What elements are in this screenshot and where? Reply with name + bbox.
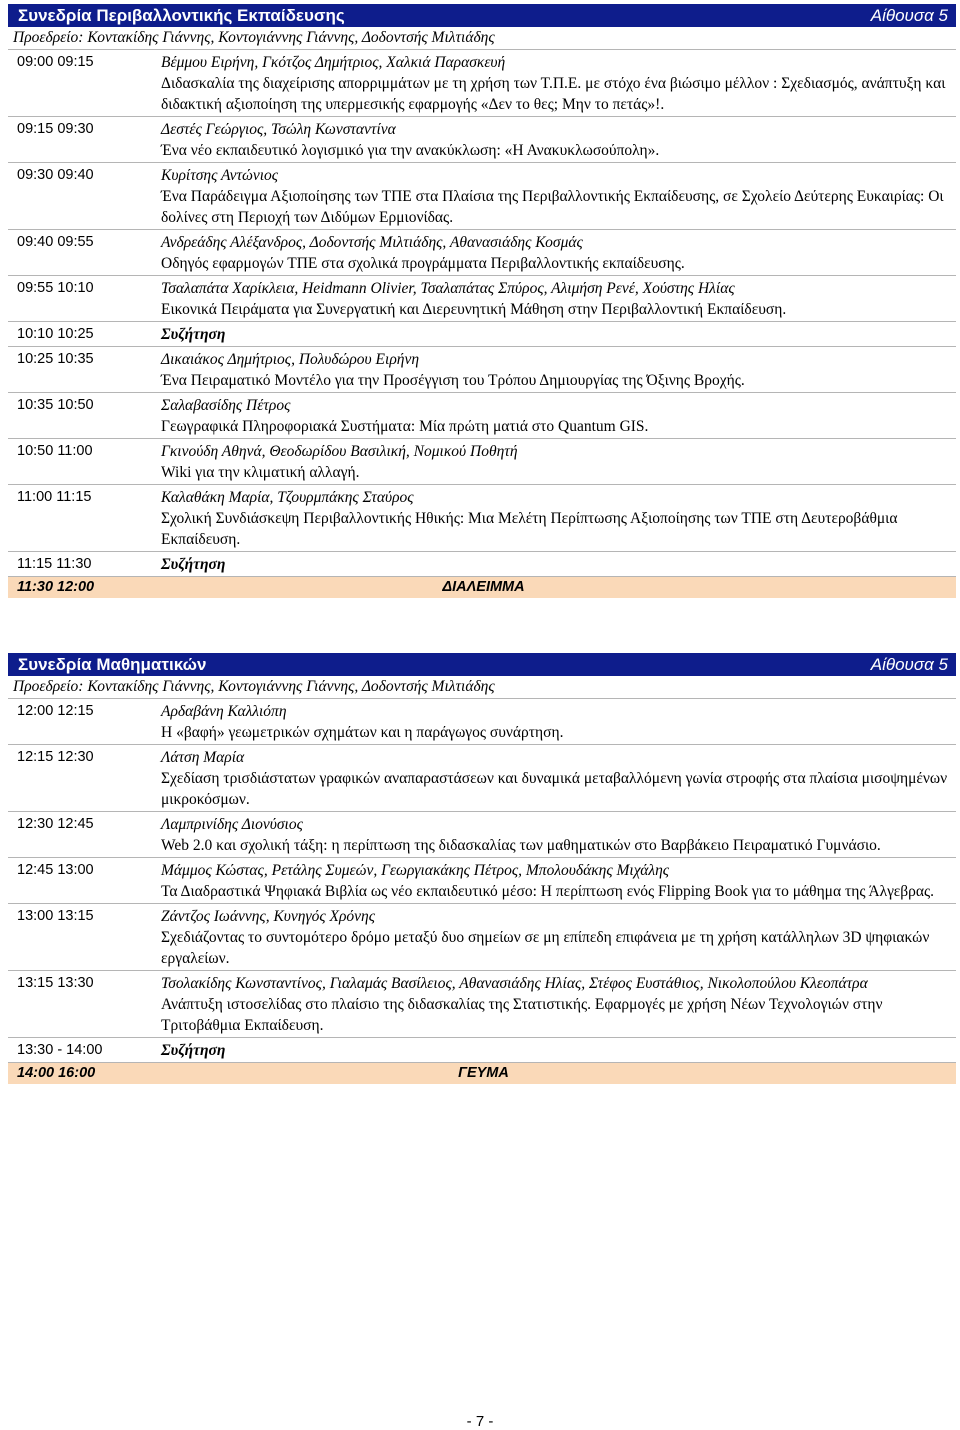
row-content bbox=[161, 487, 956, 550]
row-authors: Κυρίτσης Αντώνιος bbox=[161, 167, 279, 184]
row-time: 09:55 10:10 bbox=[17, 280, 94, 296]
schedule-row bbox=[8, 346, 956, 392]
row-title: Web 2.0 και σχολική τάξη: η περίπτωση της διδασκαλίας των μαθηματικών στο Βαρβάκειο Πειραματικό Γυμνάσιο. bbox=[161, 837, 881, 854]
row-content bbox=[161, 278, 956, 320]
row-authors: Τσολακίδης Κωνσταντίνος, Γιαλαμάς Βασίλειος, Αθανασιάδης Ηλίας, Στέφος Ευστάθιος, Νικολοπούλου Κλεοπάτρα bbox=[161, 975, 868, 992]
row-time: 10:50 11:00 bbox=[17, 443, 93, 459]
schedule-row bbox=[8, 116, 956, 162]
row-time: 13:30 - 14:00 bbox=[17, 1042, 103, 1058]
row-title: Οδηγός εφαρμογών ΤΠΕ στα σχολικά προγράμματα Περιβαλλοντικής εκπαίδευσης. bbox=[161, 255, 685, 272]
schedule-row bbox=[8, 903, 956, 970]
row-time: 13:00 13:15 bbox=[17, 908, 94, 924]
row-title: Σχεδίαση τρισδιάστατων γραφικών αναπαραστάσεων και δυναμικά μεταβαλλόμενη γωνία στροφής στα πλαίσια μισοψημένων μικροκόσμων. bbox=[161, 770, 948, 808]
break-row bbox=[8, 1062, 956, 1084]
row-authors: Λαμπρινίδης Διονύσιος bbox=[161, 816, 303, 833]
session-mathematics bbox=[8, 653, 956, 1084]
row-title: Ένα Πειραματικό Μοντέλο για την Προσέγγιση του Τρόπου Δημιουργίας της Όξινης Βροχής. bbox=[161, 372, 745, 389]
schedule-row bbox=[8, 49, 956, 116]
row-time: 10:35 10:50 bbox=[17, 397, 94, 413]
row-content bbox=[161, 52, 956, 115]
schedule-row bbox=[8, 811, 956, 857]
row-authors: Δικαιάκος Δημήτριος, Πολυδώρου Ειρήνη bbox=[161, 351, 420, 368]
row-title: Ανάπτυξη ιστοσελίδας στο πλαίσιο της διδασκαλίας της Στατιστικής. Εφαρμογές με χρήση Νέων Τεχνολογιών στην Τριτοβάθμια Εκπαίδευση. bbox=[161, 996, 883, 1034]
break-time: 14:00 16:00 bbox=[17, 1065, 96, 1081]
row-content bbox=[161, 441, 956, 483]
row-authors: Ανδρεάδης Αλέξανδρος, Δοδοντσής Μιλτιάδης, Αθανασιάδης Κοσμάς bbox=[161, 234, 583, 251]
row-time: 09:40 09:55 bbox=[17, 234, 94, 250]
row-content bbox=[161, 701, 956, 743]
row-title: Διδασκαλία της διαχείρισης απορριμμάτων με τη χρήση των Τ.Π.Ε. με στόχο ένα βιώσιμο μέλλον : Σχεδιασμός, ανάπτυξη και διδακτική αξιοποίηση της υπερμεσικής εφαρμογής «Δεν το θες; Μην το πετάς»!. bbox=[161, 75, 946, 113]
session-environmental bbox=[8, 4, 956, 598]
row-authors: Λάτση Μαρία bbox=[161, 749, 245, 766]
row-authors: Τσαλαπάτα Χαρίκλεια, Heidmann Olivier, Τσαλαπάτας Σπύρος, Αλιμήση Ρενέ, Χούστης Ηλίας bbox=[161, 280, 735, 297]
row-time: 12:45 13:00 bbox=[17, 862, 94, 878]
row-content bbox=[161, 349, 956, 391]
row-title: Σχεδιάζοντας το συντομότερο δρόμο μεταξύ δυο σημείων σε μη επίπεδη επιφάνεια με τη χρήση κατάλληλων 3D ψηφιακών εργαλείων. bbox=[161, 929, 930, 967]
row-time: 13:15 13:30 bbox=[17, 975, 94, 991]
row-authors: Βέμμου Ειρήνη, Γκότζος Δημήτριος, Χαλκιά Παρασκευή bbox=[161, 54, 506, 71]
row-time: 12:15 12:30 bbox=[17, 749, 94, 765]
row-time: 11:15 11:30 bbox=[17, 556, 92, 572]
schedule-row bbox=[8, 438, 956, 484]
row-discussion: Συζήτηση bbox=[161, 556, 226, 573]
row-authors: Ζάντζος Ιωάννης, Κυνηγός Χρόνης bbox=[161, 908, 376, 925]
schedule-row bbox=[8, 857, 956, 903]
schedule-row bbox=[8, 744, 956, 811]
schedule-row bbox=[8, 551, 956, 576]
break-label: ΓΕΥΜΑ bbox=[458, 1065, 509, 1081]
schedule-row bbox=[8, 392, 956, 438]
row-content bbox=[161, 1040, 956, 1061]
row-content bbox=[161, 814, 956, 856]
row-content bbox=[161, 324, 956, 345]
schedule-row bbox=[8, 321, 956, 346]
schedule-row bbox=[8, 698, 956, 744]
row-content bbox=[161, 165, 956, 228]
row-content bbox=[161, 747, 956, 810]
row-title: Η «βαφή» γεωμετρικών σχημάτων και η παράγωγος συνάρτηση. bbox=[161, 724, 564, 741]
row-content bbox=[161, 554, 956, 575]
schedule-row bbox=[8, 229, 956, 275]
session-chairs: Προεδρείο: Κοντακίδης Γιάννης, Κοντογιάννης Γιάννης, Δοδοντσής Μιλτιάδης bbox=[13, 29, 495, 46]
session-room: Αίθουσα 5 bbox=[870, 5, 948, 25]
row-time: 12:30 12:45 bbox=[17, 816, 94, 832]
break-row bbox=[8, 576, 956, 598]
schedule-row bbox=[8, 275, 956, 321]
row-time: 09:30 09:40 bbox=[17, 167, 94, 183]
row-title: Γεωγραφικά Πληροφοριακά Συστήματα: Μία πρώτη ματιά στο Quantum GIS. bbox=[161, 418, 649, 435]
schedule-row bbox=[8, 1037, 956, 1062]
row-authors: Καλαθάκη Μαρία, Τζουρμπάκης Σταύρος bbox=[161, 489, 414, 506]
row-content bbox=[161, 232, 956, 274]
row-discussion: Συζήτηση bbox=[161, 326, 226, 343]
schedule-row bbox=[8, 484, 956, 551]
row-authors: Σαλαβασίδης Πέτρος bbox=[161, 397, 291, 414]
row-content bbox=[161, 973, 956, 1036]
row-discussion: Συζήτηση bbox=[161, 1042, 226, 1059]
row-authors: Δεστές Γεώργιος, Τσώλη Κωνσταντίνα bbox=[161, 121, 396, 138]
row-content bbox=[161, 860, 956, 902]
row-authors: Αρδαβάνη Καλλιόπη bbox=[161, 703, 287, 720]
row-title: Σχολική Συνδιάσκεψη Περιβαλλοντικής Ηθικής: Μια Μελέτη Περίπτωσης Αξιοποίησης των ΤΠΕ στη Δευτεροβάθμια Εκπαίδευση. bbox=[161, 510, 898, 548]
session-banner bbox=[8, 653, 956, 676]
row-title: Ένα νέο εκπαιδευτικό λογισμικό για την ανακύκλωση: «Η Ανακυκλωσούπολη». bbox=[161, 142, 660, 159]
row-content bbox=[161, 906, 956, 969]
row-authors: Μάμμος Κώστας, Ρετάλης Συμεών, Γεωργιακάκης Πέτρος, Μπολουδάκης Μιχάλης bbox=[161, 862, 670, 879]
row-time: 11:00 11:15 bbox=[17, 489, 92, 505]
page-number: - 7 - bbox=[466, 1413, 494, 1430]
session-title: Συνεδρία Περιβαλλοντικής Εκπαίδευσης bbox=[18, 5, 345, 25]
session-room: Αίθουσα 5 bbox=[870, 654, 948, 674]
row-title: Εικονικά Πειράματα για Συνεργατική και Διερευνητική Μάθηση στην Περιβαλλοντική Εκπαίδευση. bbox=[161, 301, 787, 318]
row-time: 09:15 09:30 bbox=[17, 121, 94, 137]
row-content bbox=[161, 119, 956, 161]
session-title: Συνεδρία Μαθηματικών bbox=[18, 654, 207, 674]
row-title: Ένα Παράδειγμα Αξιοποίησης των ΤΠΕ στα Πλαίσια της Περιβαλλοντικής Εκπαίδευσης, σε Σχολείο Δεύτερης Ευκαιρίας: Οι δολίνες στη Περιοχή των Διδύμων Ερμιονίδας. bbox=[161, 188, 944, 226]
row-title: Wiki για την κλιματική αλλαγή. bbox=[161, 464, 360, 481]
break-time: 11:30 12:00 bbox=[17, 579, 95, 595]
schedule-row bbox=[8, 162, 956, 229]
row-title: Τα Διαδραστικά Ψηφιακά Βιβλία ως νέο εκπαιδευτικό μέσο: Η περίπτωση ενός Flipping Book για το μάθημα της Άλγεβρας. bbox=[161, 883, 935, 900]
break-label: ΔΙΑΛΕΙΜΜΑ bbox=[442, 579, 525, 595]
session-chairs: Προεδρείο: Κοντακίδης Γιάννης, Κοντογιάννης Γιάννης, Δοδοντσής Μιλτιάδης bbox=[13, 678, 495, 695]
schedule-row bbox=[8, 970, 956, 1037]
row-content bbox=[161, 395, 956, 437]
row-time: 09:00 09:15 bbox=[17, 54, 94, 70]
session-banner bbox=[8, 4, 956, 27]
row-time: 10:25 10:35 bbox=[17, 351, 94, 367]
row-time: 12:00 12:15 bbox=[17, 703, 94, 719]
row-time: 10:10 10:25 bbox=[17, 326, 94, 342]
row-authors: Γκινούδη Αθηνά, Θεοδωρίδου Βασιλική, Νομικού Ποθητή bbox=[161, 443, 518, 460]
